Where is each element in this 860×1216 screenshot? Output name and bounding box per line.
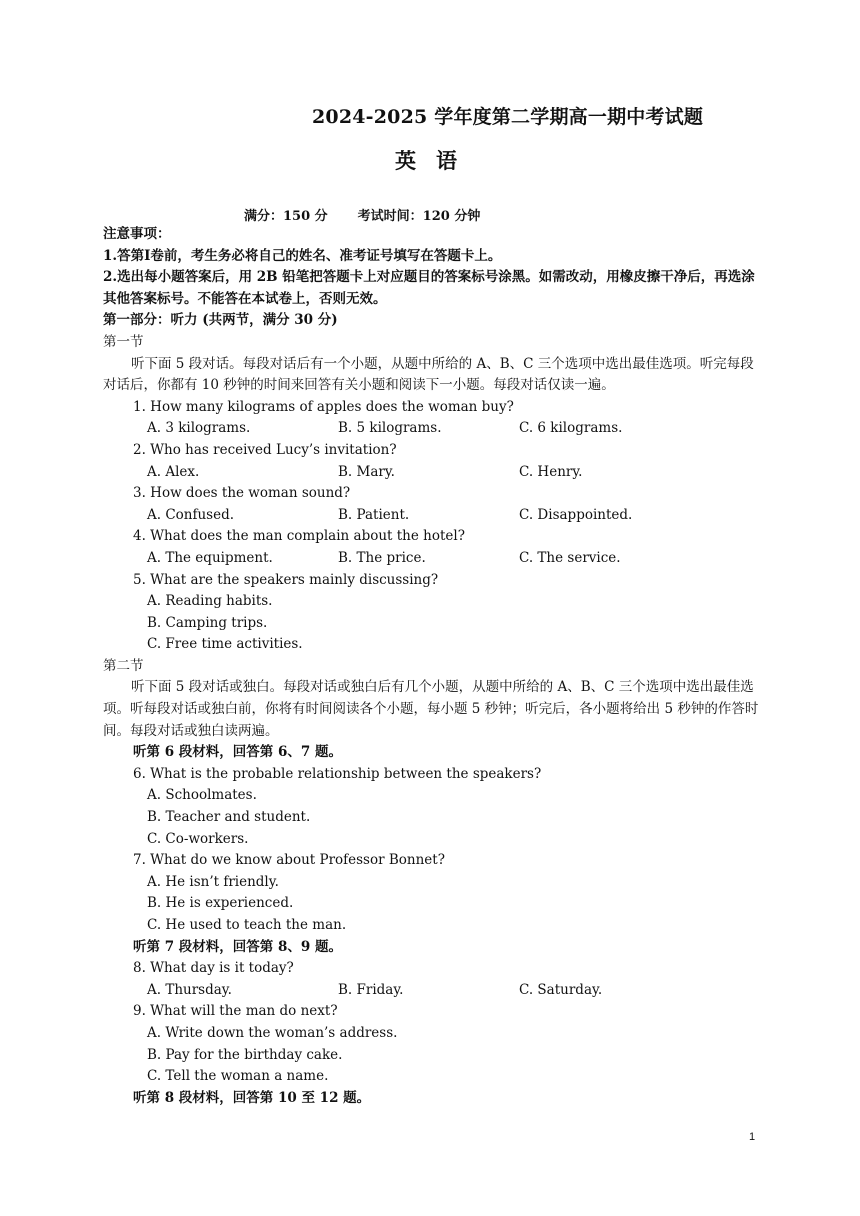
notes-heading: 注意事项：: [103, 226, 171, 242]
option-a: A. Thursday.: [147, 981, 232, 998]
option-a: A. 3 kilograms.: [147, 420, 251, 437]
options-3: [103, 505, 763, 527]
subject-title: 英语: [395, 148, 477, 173]
question-6: 6. What is the probable relationship between the speakers?: [133, 765, 542, 782]
note-item-1: 1.答第I卷前，考生务必将自己的姓名、准考证号填写在答题卡上。: [103, 247, 502, 264]
question-2: 2. Who has received Lucy’s invitation?: [133, 441, 397, 458]
material-6-label: 听第 6 段材料，回答第 6、7 题。: [133, 744, 342, 761]
full-score: 满分：150 分: [244, 209, 328, 224]
section1-title: 第一节: [103, 333, 144, 350]
options-2: [103, 462, 763, 484]
option-a: A. He isn’t friendly.: [147, 873, 279, 890]
option-a: A. Write down the woman’s address.: [147, 1024, 398, 1041]
note-item-2: 2.选出每小题答案后，用 2B 铅笔把答题卡上对应题目的答案标号涂黑。如需改动，用橡皮擦干净后，再选涂其他答案标号。不能答在本试卷上，否则无效。: [103, 269, 755, 307]
question-5: 5. What are the speakers mainly discussing?: [133, 571, 439, 588]
options-4: [103, 548, 763, 570]
option-b: B. He is experienced.: [147, 895, 294, 912]
question-9: 9. What will the man do next?: [133, 1003, 338, 1020]
option-b: B. Pay for the birthday cake.: [147, 1046, 343, 1063]
part1-heading: 第一部分：听力 (共两节，满分 30 分): [103, 312, 338, 329]
question-8: 8. What day is it today?: [133, 960, 294, 977]
option-b: B. Friday.: [338, 981, 404, 998]
option-c: C. Henry.: [519, 463, 583, 480]
question-1: 1. How many kilograms of apples does the woman buy?: [133, 398, 514, 415]
question-4: 4. What does the man complain about the hotel?: [133, 528, 465, 545]
option-b: B. Mary.: [338, 463, 395, 480]
option-a: A. Alex.: [147, 463, 200, 480]
page-number: 1: [749, 1131, 756, 1143]
material-7-label: 听第 7 段材料，回答第 8、9 题。: [133, 938, 342, 955]
option-c: C. Free time activities.: [147, 636, 303, 653]
section1-instructions: 听下面 5 段对话。每段对话后有一个小题，从题中所给的 A、B、C 三个选项中选出最佳选项。听完每段对话后，你都有 10 秒钟的时间来回答有关小题和阅读下一小题。每段对话仅读一遍。: [103, 355, 754, 394]
options-8: [103, 980, 763, 1002]
option-c: C. Tell the woman a name.: [147, 1068, 329, 1085]
option-c: C. He used to teach the man.: [147, 917, 347, 933]
question-7: 7. What do we know about Professor Bonnet?: [133, 852, 445, 869]
option-b: B. Camping trips.: [147, 614, 268, 631]
options-1: [103, 418, 763, 440]
option-a: A. Confused.: [147, 506, 235, 523]
option-b: B. Patient.: [338, 506, 410, 523]
option-c: C. Disappointed.: [519, 506, 633, 523]
option-c: C. Co-workers.: [147, 830, 249, 847]
option-c: C. The service.: [519, 549, 621, 566]
section2-title: 第二节: [103, 657, 144, 674]
question-3: 3. How does the woman sound?: [133, 485, 351, 502]
exam-time: 考试时间：120 分钟: [357, 209, 481, 224]
option-c: C. 6 kilograms.: [519, 420, 623, 437]
option-a: A. Reading habits.: [147, 593, 273, 610]
section2-instructions: 听下面 5 段对话或独白。每段对话或独白后有几个小题，从题中所给的 A、B、C 三个选项中选出最佳选项。听每段对话或独白前，你将有时间阅读各个小题，每小题 5 秒钟；听完后，各小题将给出 5 秒钟的作答时间。每段对话或独白读两遍。: [103, 679, 759, 739]
score-time-line: [244, 205, 480, 224]
option-b: B. 5 kilograms.: [338, 420, 442, 437]
option-a: A. The equipment.: [147, 549, 273, 566]
option-c: C. Saturday.: [519, 981, 603, 998]
option-b: B. The price.: [338, 549, 426, 566]
option-b: B. Teacher and student.: [147, 809, 311, 826]
exam-content: [103, 224, 763, 1109]
material-8-label: 听第 8 段材料，回答第 10 至 12 题。: [133, 1089, 371, 1106]
option-a: A. Schoolmates.: [147, 787, 257, 804]
exam-title: 2024-2025 学年度第二学期高一期中考试题: [312, 106, 704, 128]
